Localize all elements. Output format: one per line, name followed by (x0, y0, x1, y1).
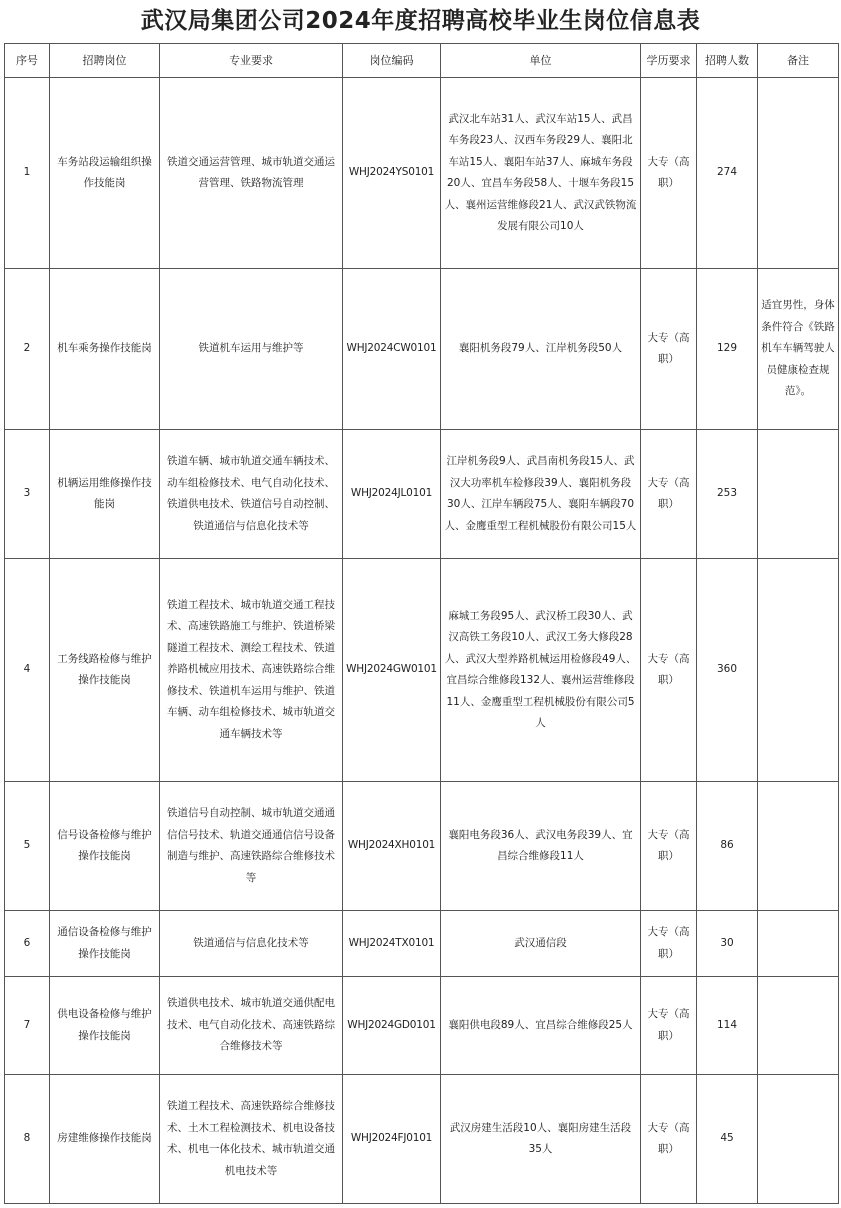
cell-unit: 襄阳机务段79人、江岸机务段50人 (441, 269, 641, 430)
cell-seq: 2 (5, 269, 50, 430)
header-unit: 单位 (441, 44, 641, 78)
cell-note (758, 911, 839, 977)
table-row (5, 269, 839, 430)
cell-note: 适宜男性，身体条件符合《铁路机车车辆驾驶人员健康检查规范》。 (758, 269, 839, 430)
cell-position: 供电设备检修与维护操作技能岗 (50, 977, 160, 1075)
cell-major: 铁道信号自动控制、城市轨道交通通信信号技术、轨道交通通信信号设备制造与维护、高速铁路综合维修技术等 (160, 782, 343, 911)
cell-major: 铁道车辆、城市轨道交通车辆技术、动车组检修技术、电气自动化技术、铁道供电技术、铁道信号自动控制、铁道通信与信息化技术等 (160, 430, 343, 559)
cell-major: 铁道工程技术、高速铁路综合维修技术、土木工程检测技术、机电设备技术、机电一体化技术、城市轨道交通机电技术等 (160, 1075, 343, 1204)
cell-count: 253 (697, 430, 758, 559)
cell-code: WHJ2024YS0101 (343, 78, 441, 269)
header-seq: 序号 (5, 44, 50, 78)
table-row (5, 977, 839, 1075)
header-major: 专业要求 (160, 44, 343, 78)
cell-education: 大专（高职） (641, 977, 697, 1075)
cell-education: 大专（高职） (641, 911, 697, 977)
cell-position: 通信设备检修与维护操作技能岗 (50, 911, 160, 977)
cell-education: 大专（高职） (641, 782, 697, 911)
cell-seq: 7 (5, 977, 50, 1075)
cell-unit: 武汉通信段 (441, 911, 641, 977)
cell-major: 铁道供电技术、城市轨道交通供配电技术、电气自动化技术、高速铁路综合维修技术等 (160, 977, 343, 1075)
cell-count: 274 (697, 78, 758, 269)
cell-education: 大专（高职） (641, 269, 697, 430)
cell-count: 360 (697, 559, 758, 782)
header-position: 招聘岗位 (50, 44, 160, 78)
cell-code: WHJ2024XH0101 (343, 782, 441, 911)
cell-code: WHJ2024GW0101 (343, 559, 441, 782)
header-education: 学历要求 (641, 44, 697, 78)
cell-count: 129 (697, 269, 758, 430)
cell-unit: 襄阳电务段36人、武汉电务段39人、宜昌综合维修段11人 (441, 782, 641, 911)
cell-code: WHJ2024CW0101 (343, 269, 441, 430)
cell-major: 铁道工程技术、城市轨道交通工程技术、高速铁路施工与维护、铁道桥梁隧道工程技术、测绘工程技术、铁道养路机械应用技术、高速铁路综合维修技术、铁道机车运用与维护、铁道车辆、动车组检修技术、城市轨道交通车辆技术等 (160, 559, 343, 782)
cell-position: 信号设备检修与维护操作技能岗 (50, 782, 160, 911)
table-row (5, 78, 839, 269)
table-row (5, 559, 839, 782)
cell-unit: 江岸机务段9人、武昌南机务段15人、武汉大功率机车检修段39人、襄阳机务段30人、江岸车辆段75人、襄阳车辆段70人、金鹰重型工程机械股份有限公司15人 (441, 430, 641, 559)
header-count: 招聘人数 (697, 44, 758, 78)
cell-unit: 武汉北车站31人、武汉车站15人、武昌车务段23人、汉西车务段29人、襄阳北车站15人、襄阳车站37人、麻城车务段20人、宜昌车务段58人、十堰车务段15人、襄州运营维修段21人、武汉武铁物流发展有限公司10人 (441, 78, 641, 269)
cell-code: WHJ2024TX0101 (343, 911, 441, 977)
cell-unit: 襄阳供电段89人、宜昌综合维修段25人 (441, 977, 641, 1075)
cell-position: 房建维修操作技能岗 (50, 1075, 160, 1204)
cell-education: 大专（高职） (641, 559, 697, 782)
cell-note (758, 1075, 839, 1204)
cell-major: 铁道通信与信息化技术等 (160, 911, 343, 977)
cell-code: WHJ2024FJ0101 (343, 1075, 441, 1204)
header-code: 岗位编码 (343, 44, 441, 78)
cell-note (758, 977, 839, 1075)
cell-education: 大专（高职） (641, 78, 697, 269)
cell-seq: 3 (5, 430, 50, 559)
header-note: 备注 (758, 44, 839, 78)
recruitment-table (4, 43, 839, 1204)
cell-code: WHJ2024GD0101 (343, 977, 441, 1075)
table-row (5, 430, 839, 559)
cell-major: 铁道机车运用与维护等 (160, 269, 343, 430)
cell-position: 机车乘务操作技能岗 (50, 269, 160, 430)
cell-education: 大专（高职） (641, 1075, 697, 1204)
cell-seq: 6 (5, 911, 50, 977)
cell-education: 大专（高职） (641, 430, 697, 559)
cell-count: 45 (697, 1075, 758, 1204)
cell-note (758, 559, 839, 782)
cell-position: 工务线路检修与维护操作技能岗 (50, 559, 160, 782)
cell-seq: 8 (5, 1075, 50, 1204)
cell-position: 车务站段运输组织操作技能岗 (50, 78, 160, 269)
table-row (5, 1075, 839, 1204)
cell-code: WHJ2024JL0101 (343, 430, 441, 559)
table-row (5, 782, 839, 911)
cell-seq: 5 (5, 782, 50, 911)
cell-count: 30 (697, 911, 758, 977)
table-row (5, 911, 839, 977)
cell-count: 86 (697, 782, 758, 911)
page-title: 武汉局集团公司2024年度招聘高校毕业生岗位信息表 (140, 8, 701, 34)
cell-position: 机辆运用维修操作技能岗 (50, 430, 160, 559)
cell-note (758, 782, 839, 911)
cell-seq: 1 (5, 78, 50, 269)
header-row (5, 44, 839, 78)
cell-major: 铁道交通运营管理、城市轨道交通运营管理、铁路物流管理 (160, 78, 343, 269)
cell-unit: 武汉房建生活段10人、襄阳房建生活段35人 (441, 1075, 641, 1204)
cell-seq: 4 (5, 559, 50, 782)
cell-note (758, 78, 839, 269)
cell-count: 114 (697, 977, 758, 1075)
cell-unit: 麻城工务段95人、武汉桥工段30人、武汉高铁工务段10人、武汉工务大修段28人、武汉大型养路机械运用检修段49人、宜昌综合维修段132人、襄州运营维修段11人、金鹰重型工程机械股份有限公司5人 (441, 559, 641, 782)
cell-note (758, 430, 839, 559)
